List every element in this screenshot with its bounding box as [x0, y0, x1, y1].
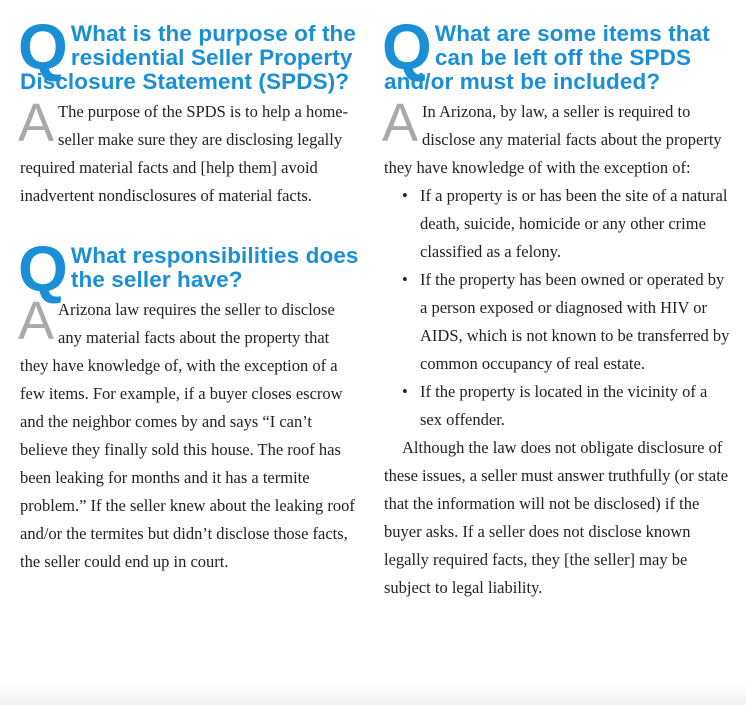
answer-intro	[382, 93, 730, 182]
bullet-icon: •	[402, 382, 408, 401]
qa-block-exceptions	[382, 11, 730, 602]
list-item-text: If a property is or has been the site of a natural death, suicide, homicide or any other crime classified as a felony.	[420, 186, 728, 261]
question-heading	[18, 11, 360, 94]
list-item	[402, 378, 730, 434]
q-drop-cap: Q	[382, 11, 432, 83]
page-bottom-edge	[0, 683, 746, 705]
question-text: What responsibilities does the seller have?	[70, 243, 359, 292]
answer-body	[18, 291, 360, 576]
answer-text: The purpose of the SPDS is to help a home-seller make sure they are disclosing legally required material facts and [help them] avoid inadvertent nondisclosures of material facts.	[20, 102, 349, 205]
closing-paragraph: Although the law does not obligate disclosure of these issues, a seller must answer truthfully (or state that the information will not be disclosed) if the buyer asks. If a seller does not disclose known legally required facts, they [the seller] may be subject to legal liability.	[384, 438, 729, 597]
question-heading	[382, 11, 730, 94]
a-drop-cap: A	[382, 93, 419, 153]
answer-intro-text: In Arizona, by law, a seller is required to disclose any material facts about the property they have knowledge of with the exception of:	[384, 102, 722, 177]
a-drop-cap: A	[18, 93, 55, 153]
qa-block-responsibilities	[18, 233, 360, 576]
list-item-text: If the property is located in the vicinity of a sex offender.	[420, 382, 708, 429]
list-item-text: If the property has been owned or operated by a person exposed or diagnosed with HIV or AIDS, which is not known to be transferred by common occupancy of real estate.	[420, 270, 730, 373]
bullet-icon: •	[402, 270, 408, 289]
answer-text: Arizona law requires the seller to disclose any material facts about the property that they have knowledge of, with the exception of a few items. For example, if a buyer closes escrow and the neighbor comes by and says “I can’t believe they finally sold this house. The roof has been leaking for months and it has a termite problem.” If the seller knew about the leaking roof and/or the termites but didn’t disclose those facts, the seller could end up in court.	[20, 300, 355, 571]
right-column	[382, 11, 730, 602]
left-column	[18, 11, 360, 576]
a-drop-cap: A	[18, 291, 55, 351]
list-item	[402, 182, 730, 266]
answer-body	[18, 93, 360, 210]
qa-block-purpose	[18, 11, 360, 210]
q-drop-cap: Q	[18, 11, 68, 83]
question-text: What is the purpose of the residential Seller Property Disclosure Statement (SPDS)?	[20, 21, 356, 94]
bullet-icon: •	[402, 186, 408, 205]
list-item	[402, 266, 730, 378]
answer-body	[382, 93, 730, 602]
q-drop-cap: Q	[18, 233, 68, 305]
exceptions-list	[384, 182, 730, 434]
question-heading	[18, 233, 360, 305]
question-text: What are some items that can be left off the SPDS and/or must be included?	[384, 21, 710, 94]
